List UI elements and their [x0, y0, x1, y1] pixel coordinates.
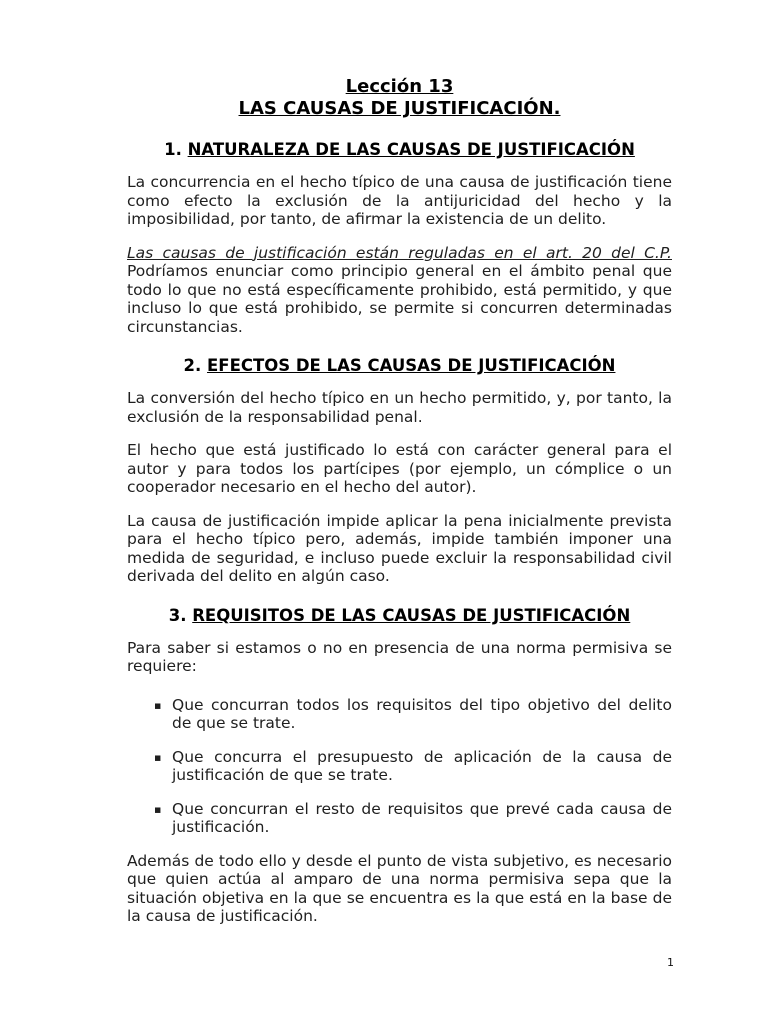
section-2-heading — [127, 356, 672, 376]
list-item-text: Que concurra el presupuesto de aplicación de la causa de justificación de que se trate. — [172, 747, 672, 784]
bullet-square-icon: ▪ — [154, 698, 162, 712]
list-item — [154, 695, 672, 733]
section-2-paragraph-2: El hecho que está justificado lo está con carácter general para el autor y para todos los partícipes (por ejemplo, un cómplice o un cooperador necesario en el hecho del autor). — [127, 441, 672, 496]
list-item — [154, 747, 672, 785]
title-line-lesson: Lección 13 — [345, 76, 454, 97]
section-1-paragraph-1: La concurrencia en el hecho típico de una causa de justificación tiene como efecto la exclusión de la antijuricidad del hecho y la imposibilidad, por tanto, de afirmar la existencia de un delito. — [127, 173, 672, 228]
title-line-subject: LAS CAUSAS DE JUSTIFICACIÓN. — [238, 98, 561, 119]
requirements-list — [127, 696, 672, 837]
section-1-number: 1. — [164, 140, 182, 159]
section-2-paragraph-3: La causa de justificación impide aplicar la pena inicialmente prevista para el hecho típico pero, además, impide también imponer una medida de seguridad, e incluso puede excluir la responsabilidad civil derivada del delito en algún caso. — [127, 511, 672, 585]
section-1-paragraph-2 — [127, 244, 672, 337]
list-item-text: Que concurran el resto de requisitos que prevé cada causa de justificación. — [172, 799, 672, 836]
document-title — [127, 76, 672, 120]
section-2-title: EFECTOS DE LAS CAUSAS DE JUSTIFICACIÓN — [207, 356, 616, 375]
text-column — [127, 76, 672, 926]
section-2-number: 2. — [183, 356, 202, 375]
list-item-text: Que concurran todos los requisitos del tipo objetivo del delito de que se trate. — [172, 695, 672, 732]
section-3-closing: Además de todo ello y desde el punto de vista subjetivo, es necesario que quien actúa al amparo de una norma permisiva sepa que la situación objetiva en la que se encuentra es la que está en la base de la causa de justificación. — [127, 851, 672, 925]
italic-underlined-sentence: Las causas de justificación están reguladas en el art. 20 del C.P. — [127, 243, 672, 262]
list-item — [154, 799, 672, 837]
section-2-paragraph-1: La conversión del hecho típico en un hecho permitido, y, por tanto, la exclusión de la responsabilidad penal. — [127, 389, 672, 426]
section-1-heading — [127, 140, 672, 160]
section-1-title: NATURALEZA DE LAS CAUSAS DE JUSTIFICACIÓN — [187, 140, 635, 159]
section-3-title: REQUISITOS DE LAS CAUSAS DE JUSTIFICACIÓN — [192, 605, 631, 625]
bullet-square-icon: ▪ — [154, 802, 162, 816]
section-3-intro: Para saber si estamos o no en presencia de una norma permisiva se requiere: — [127, 638, 672, 675]
page-number: 1 — [667, 956, 674, 969]
bullet-square-icon: ▪ — [154, 750, 162, 764]
section-3-number: 3. — [168, 605, 187, 625]
section-3-heading — [127, 606, 672, 626]
section-1-paragraph-2-rest: Podríamos enunciar como principio general en el ámbito penal que todo lo que no está específicamente prohibido, está permitido, y que incluso lo que está prohibido, se permite si concurren determinadas circunstancias. — [127, 262, 672, 336]
